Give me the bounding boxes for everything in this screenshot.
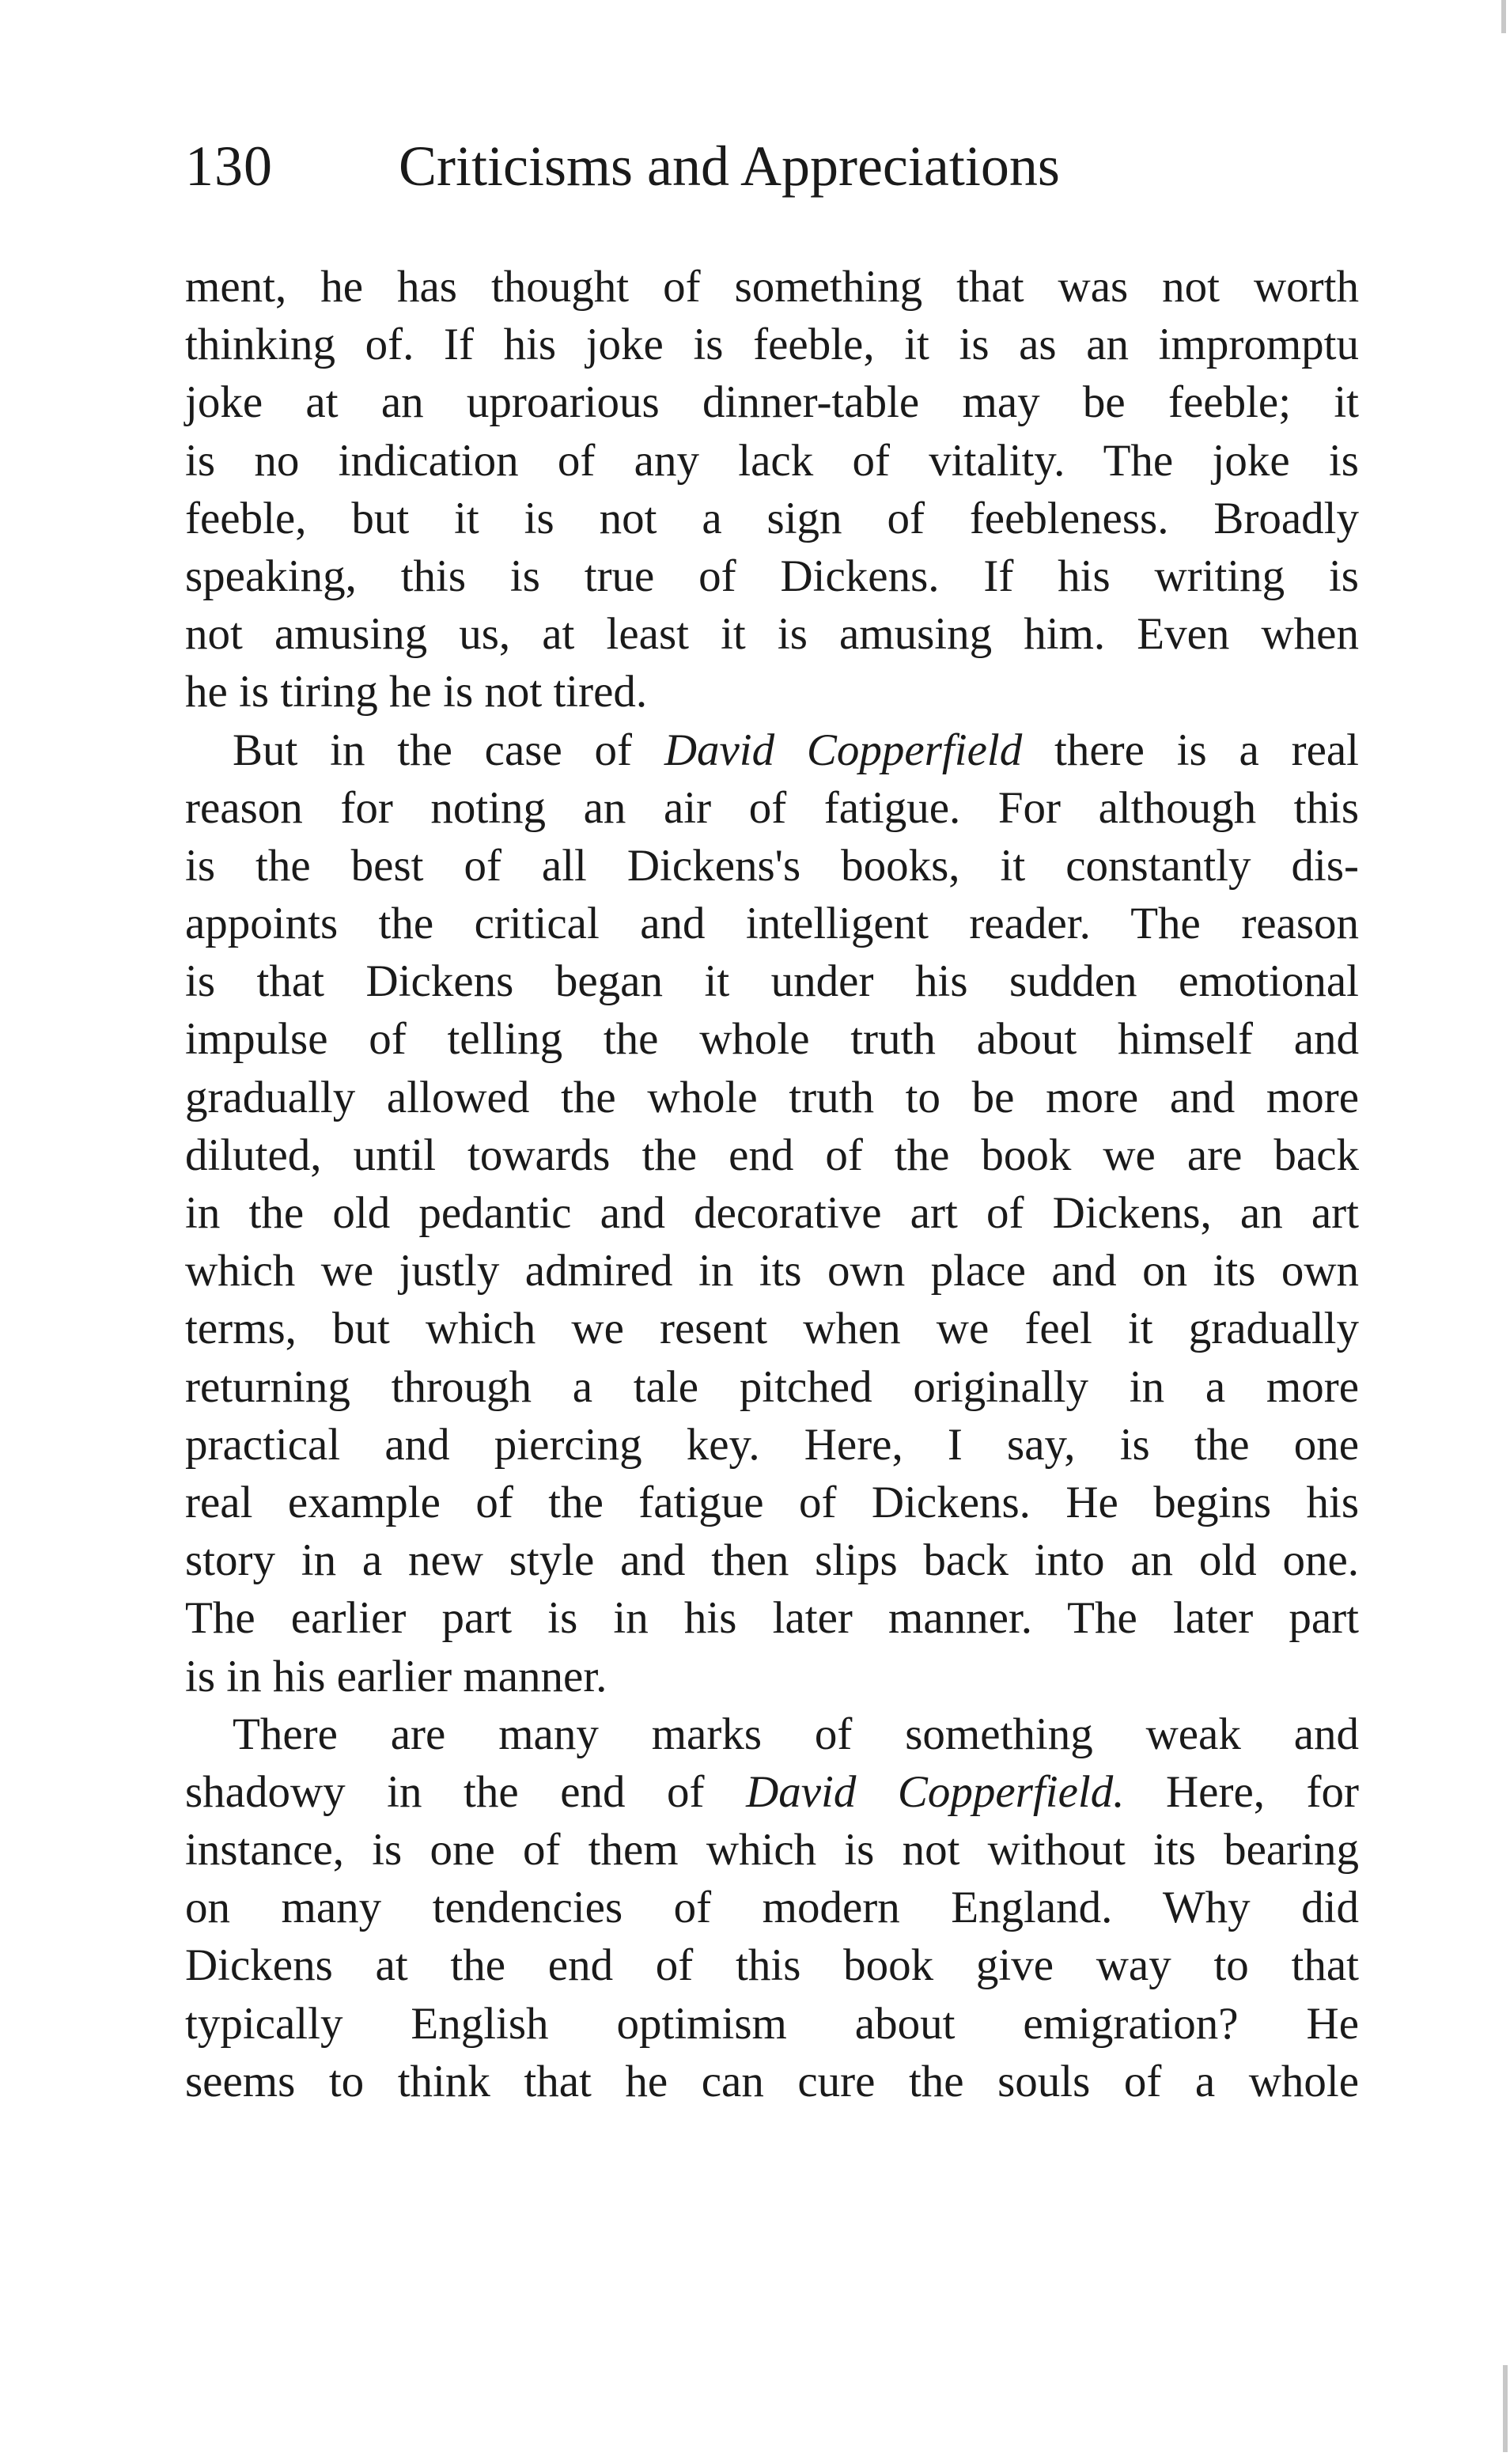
text-run: Here, for xyxy=(1124,1766,1360,1817)
running-head xyxy=(185,134,1372,198)
text-line: real example of the fatigue of Dickens. He begins his xyxy=(185,1477,1359,1527)
text-line: is in his earlier manner. xyxy=(185,1651,607,1701)
text-line: diluted, until towards the end of the book we are back xyxy=(185,1130,1359,1180)
scan-edge-mark-top xyxy=(1501,0,1506,33)
text-line: on many tendencies of modern England. Why did xyxy=(185,1883,1359,1933)
text-line: The earlier part is in his later manner. The later part xyxy=(185,1593,1359,1644)
text-line: feeble, but it is not a sign of feebleness. Broadly xyxy=(185,493,1359,543)
text-line: reason for noting an air of fatigue. For although this xyxy=(185,782,1359,833)
text-line: thinking of. If his joke is feeble, it is as an impromptu xyxy=(185,320,1359,370)
text-run: shadowy in the end of xyxy=(185,1766,747,1817)
text-run: But in the case of xyxy=(233,725,664,775)
body-text xyxy=(185,258,1359,2110)
text-line: appoints the critical and intelligent reader. The reason xyxy=(185,899,1359,949)
text-line: returning through a tale pitched originally in a more xyxy=(185,1361,1359,1412)
text-run: there is a real xyxy=(1022,725,1360,775)
text-line: story in a new style and then slips back into an old one. xyxy=(185,1535,1359,1586)
text-line: which we justly admired in its own place and on its own xyxy=(185,1246,1359,1296)
text-line: seems to think that he can cure the souls of a whole xyxy=(185,2056,1359,2106)
text-line: he is tiring he is not tired. xyxy=(185,667,648,717)
page-number: 130 xyxy=(185,134,273,198)
scan-edge-mark-bottom xyxy=(1503,2365,1508,2452)
text-line: gradually allowed the whole truth to be more and more xyxy=(185,1072,1359,1122)
text-line: is the best of all Dickens's books, it constantly dis- xyxy=(185,840,1359,891)
text-line: is that Dickens began it under his sudden emotional xyxy=(185,956,1359,1007)
text-line: not amusing us, at least it is amusing him. Even when xyxy=(185,609,1359,660)
text-line: practical and piercing key. Here, I say, is the one xyxy=(185,1419,1359,1470)
text-line: ment, he has thought of something that was not worth xyxy=(185,262,1359,312)
book-title-italic: David Copperfield. xyxy=(746,1766,1125,1817)
text-line: instance, is one of them which is not without its bearing xyxy=(185,1825,1359,1875)
text-line: in the old pedantic and decorative art of Dickens, an art xyxy=(185,1188,1359,1238)
book-title-italic: David Copperfield xyxy=(664,725,1023,775)
text-line: joke at an uproarious dinner-table may be feeble; it xyxy=(185,377,1359,428)
text-line-paragraph-start xyxy=(185,721,1359,779)
running-title: Criticisms and Appreciations xyxy=(399,134,1060,198)
text-line: speaking, this is true of Dickens. If his writing is xyxy=(185,551,1359,601)
text-line: is no indication of any lack of vitality. The joke is xyxy=(185,435,1359,486)
text-line: terms, but which we resent when we feel it gradually xyxy=(185,1304,1359,1354)
text-line: typically English optimism about emigration? He xyxy=(185,1998,1359,2049)
text-line-paragraph-start: There are many marks of something weak and xyxy=(233,1709,1359,1759)
text-line: Dickens at the end of this book give way to that xyxy=(185,1940,1359,1991)
text-line: impulse of telling the whole truth about himself and xyxy=(185,1014,1359,1065)
text-line xyxy=(185,1763,1359,1821)
